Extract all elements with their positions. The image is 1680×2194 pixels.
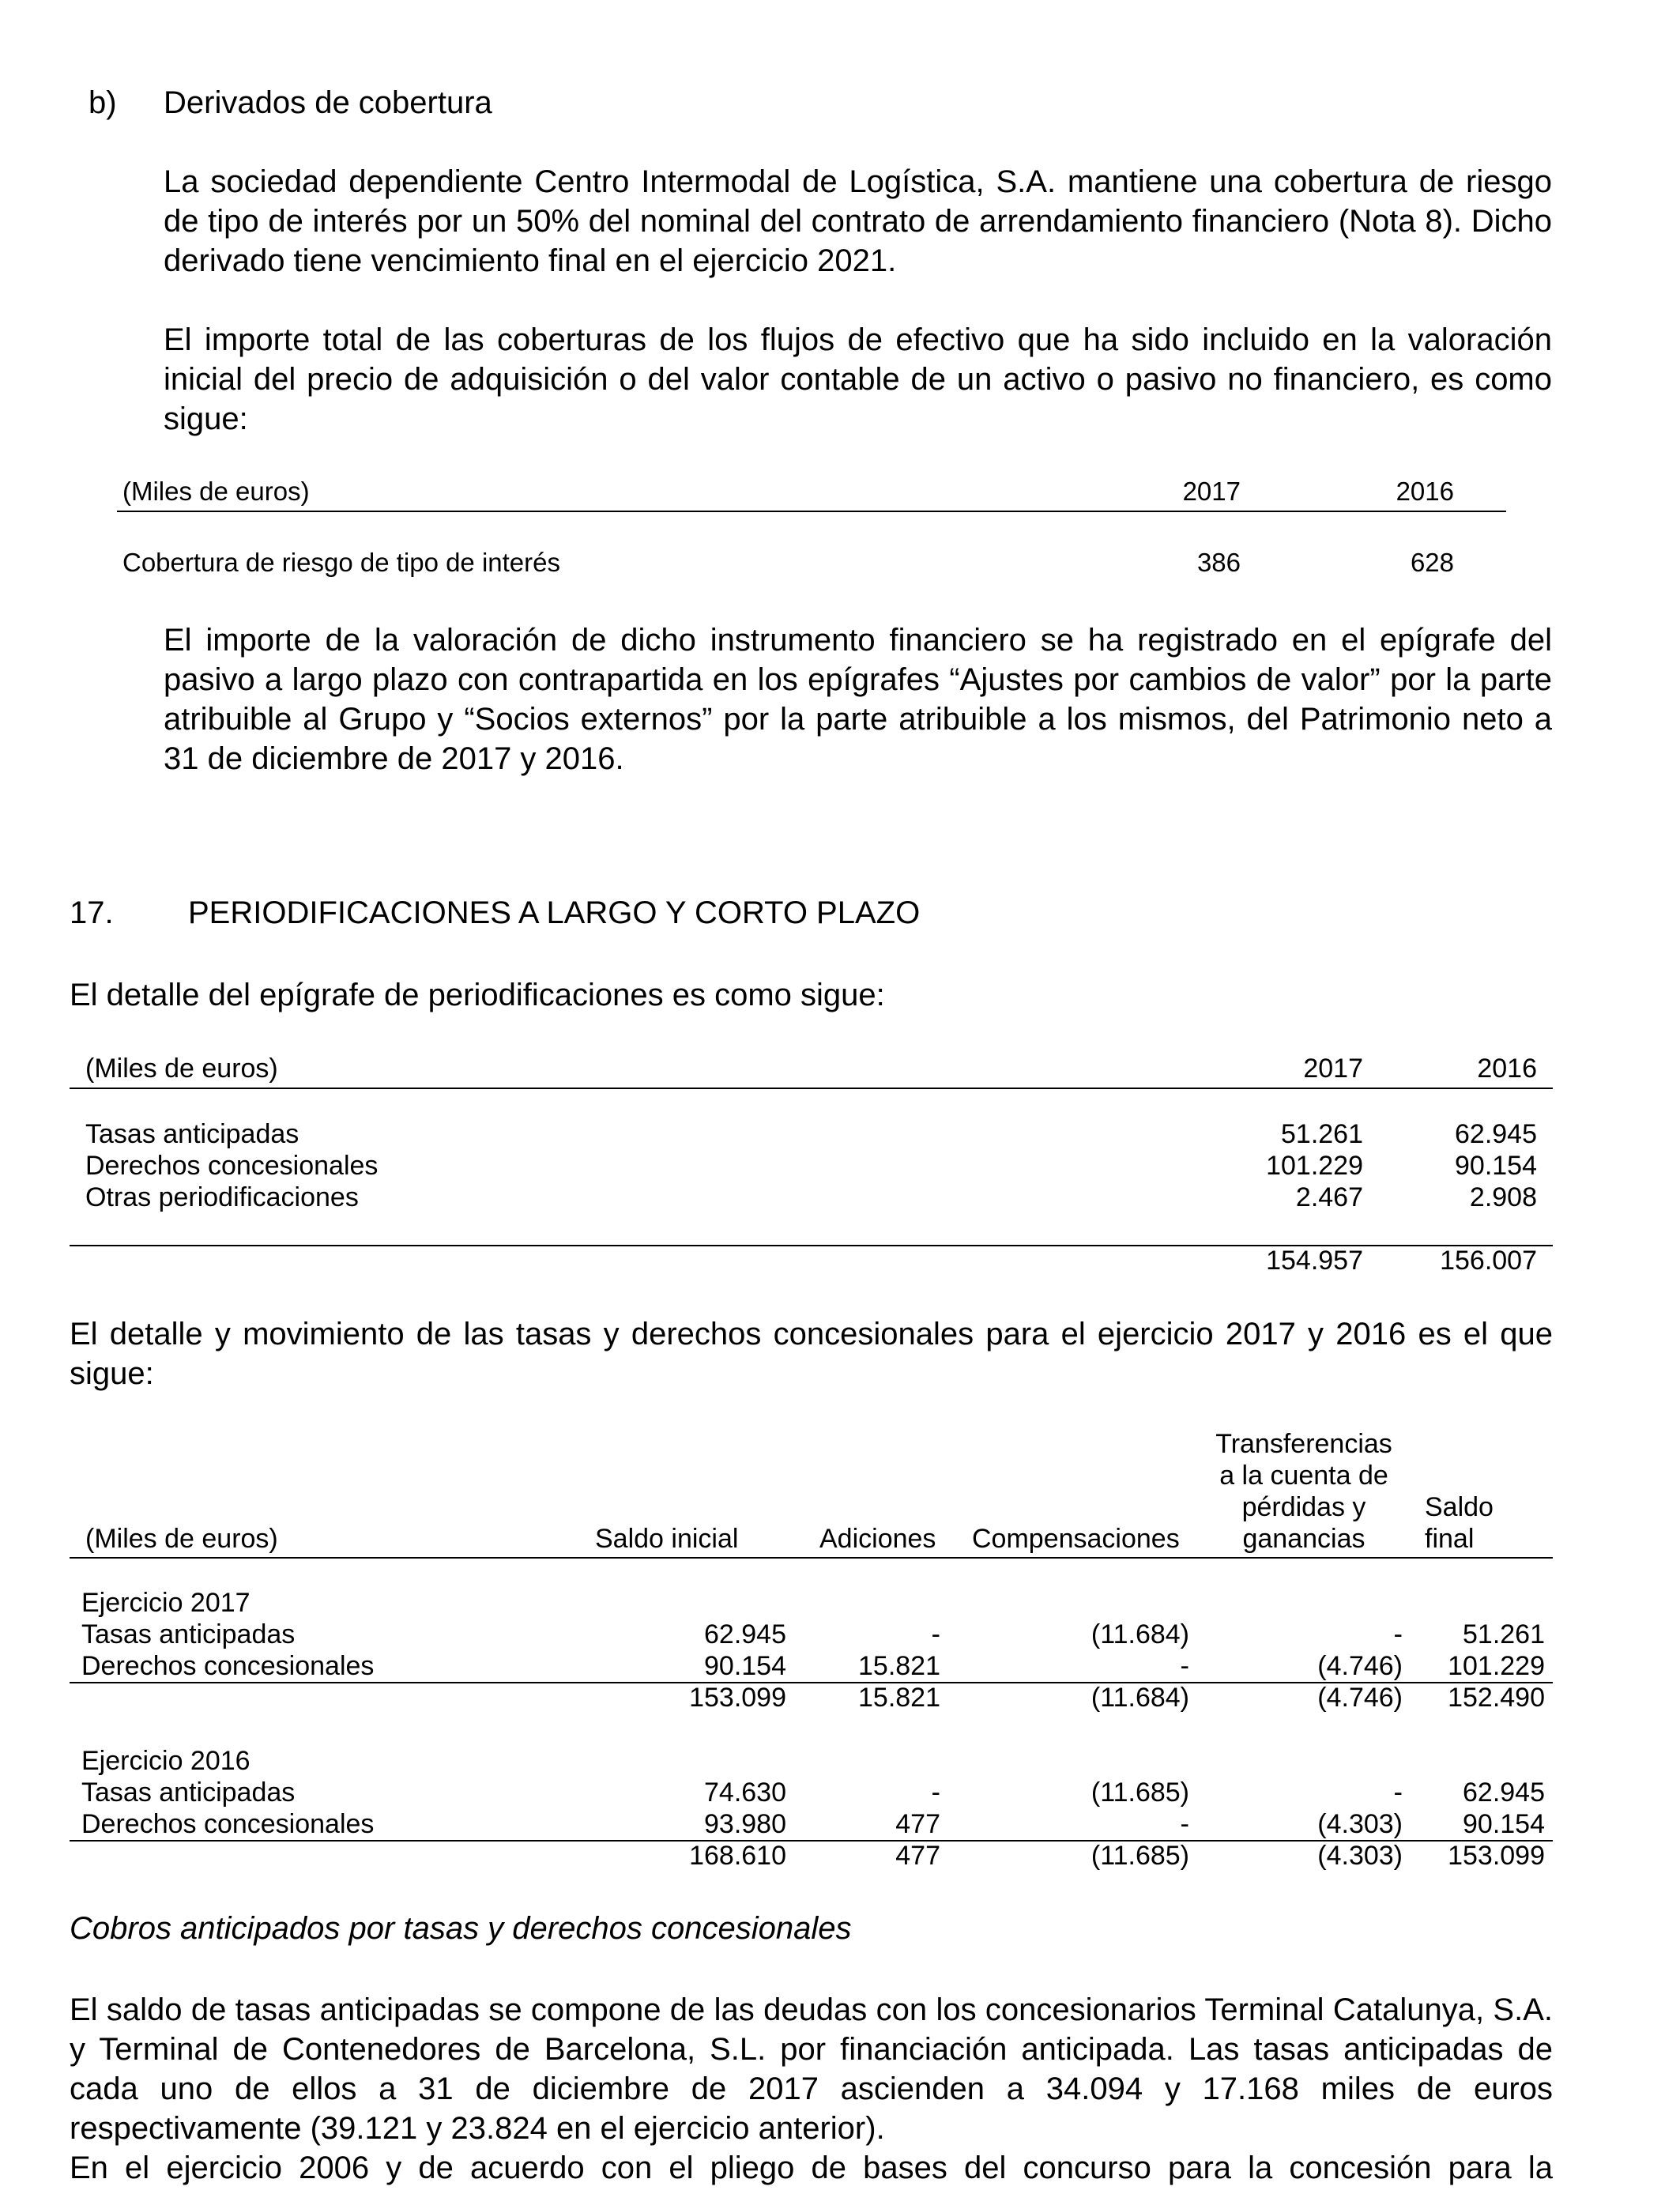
table1-row-label: Tasas anticipadas: [85, 1119, 299, 1149]
section-b-label: b): [89, 85, 117, 120]
table2-cell-adiciones: -: [931, 1777, 940, 1808]
table1-col-2017: 2017: [1303, 1054, 1363, 1084]
table2-header-saldo-inicial: Saldo inicial: [595, 1524, 739, 1554]
table1-row-value-2016: 62.945: [1455, 1119, 1537, 1149]
table2-row-label: Tasas anticipadas: [81, 1777, 296, 1808]
table2-header-adiciones: Adiciones: [819, 1524, 936, 1554]
table1-row-value-2016: 2.908: [1469, 1182, 1537, 1212]
table2-cell-adiciones: -: [931, 1619, 940, 1649]
table1-row-value-2016: 90.154: [1455, 1151, 1537, 1181]
table1-row-value-2017: 2.467: [1295, 1182, 1363, 1212]
table2-cell-compensaciones: (11.684): [1090, 1619, 1189, 1649]
paragraph-ejercicio-2006: En el ejercicio 2006 y de acuerdo con el pliego de bases del concurso para la concesión para la: [70, 2151, 1553, 2185]
table2-cell-compensaciones: (11.685): [1090, 1777, 1189, 1808]
movimiento-intro: El detalle y movimiento de las tasas y derechos concesionales para el ejercicio 2017 y 2016 es el que sigue:: [70, 1317, 1553, 1391]
table2-total-transferencias: (4.303): [1317, 1841, 1403, 1871]
table2-header-rule: [70, 1557, 1553, 1559]
table2-cell-transferencias: -: [1393, 1619, 1403, 1649]
periodificaciones-intro: El detalle del epígrafe de periodificaciones es como sigue:: [70, 978, 885, 1012]
table2-total-compensaciones: (11.684): [1090, 1683, 1189, 1713]
hedge-table-row-2016: 628: [1410, 548, 1454, 577]
table2-total-adiciones: 477: [895, 1841, 940, 1871]
hedge-table-header-label: (Miles de euros): [122, 477, 310, 506]
paragraph-importe-total: El importe total de las coberturas de los flujos de efectivo que ha sido incluido en la valoración inicial del precio de adquisición o del valor contable de un activo o pasivo no financiero, es como sigue:: [164, 322, 1552, 436]
table2-total-saldo-final: 153.099: [1448, 1841, 1545, 1871]
table2-cell-adiciones: 477: [895, 1809, 940, 1839]
table2-cell-transferencias: (4.303): [1317, 1809, 1403, 1839]
paragraph-valoracion: El importe de la valoración de dicho instrumento financiero se ha registrado en el epígrafe del pasivo a largo plazo con contrapartida en los epígrafes “Ajustes por cambios de valor” por la parte atribuible al Grupo y “Socios externos” por la parte atribuible a los mismos, del Patrimonio neto a 31 de diciembre de 2017 y 2016.: [164, 623, 1552, 776]
table2-row-label: Derechos concesionales: [81, 1809, 375, 1839]
table1-row-label: Derechos concesionales: [85, 1151, 379, 1181]
hedge-table-header-rule: [117, 511, 1506, 512]
table2-cell-saldo-final: 62.945: [1463, 1777, 1545, 1808]
table1-total-2017: 154.957: [1266, 1246, 1363, 1276]
table2-cell-saldo-inicial: 62.945: [704, 1619, 786, 1649]
table1-row-value-2017: 51.261: [1281, 1119, 1363, 1149]
table1-row-label: Otras periodificaciones: [85, 1182, 359, 1212]
table2-header-transferencias: Transferencias a la cuenta de pérdidas y ganancias: [1215, 1429, 1392, 1554]
paragraph-saldo-tasas: El saldo de tasas anticipadas se compone de las deudas con los concesionarios Terminal Catalunya, S.A. y Terminal de Contenedores de Barcelona, S.L. por financiación anticipada. Las tasas anticipadas de cada uno de ellos a 31 de diciembre de 2017 ascienden a 34.094 y 17.168 miles de euros respectivamente (39.121 y 23.824 en el ejercicio anterior).: [70, 1992, 1553, 2146]
table1-row-value-2017: 101.229: [1266, 1151, 1363, 1181]
table2-total-saldo-inicial: 153.099: [689, 1683, 786, 1713]
table2-cell-saldo-inicial: 90.154: [704, 1651, 786, 1681]
section-17-title: PERIODIFICACIONES A LARGO Y CORTO PLAZO: [188, 895, 921, 930]
table2-total-saldo-inicial: 168.610: [689, 1841, 786, 1871]
table2-header-saldo-final: Saldo final: [1425, 1492, 1494, 1554]
table2-cell-transferencias: (4.746): [1317, 1651, 1403, 1681]
table2-header-compensaciones: Compensaciones: [972, 1524, 1180, 1554]
table2-group-title: Ejercicio 2016: [81, 1746, 250, 1776]
hedge-table-col-2017: 2017: [1182, 477, 1241, 506]
paragraph-cobertura: La sociedad dependiente Centro Intermodal de Logística, S.A. mantiene una cobertura de riesgo de tipo de interés por un 50% del nominal del contrato de arrendamiento financiero (Nota 8). Dicho derivado tiene vencimiento final en el ejercicio 2021.: [164, 164, 1552, 278]
hedge-table-col-2016: 2016: [1396, 477, 1454, 506]
table2-cell-saldo-final: 101.229: [1448, 1651, 1545, 1681]
table2-total-adiciones: 15.821: [858, 1683, 940, 1713]
table2-cell-saldo-inicial: 74.630: [704, 1777, 786, 1808]
table1-col-2016: 2016: [1477, 1054, 1537, 1084]
table2-total-saldo-final: 152.490: [1448, 1683, 1545, 1713]
table1-header-label: (Miles de euros): [85, 1054, 278, 1084]
table1-total-2016: 156.007: [1440, 1246, 1537, 1276]
table2-cell-adiciones: 15.821: [858, 1651, 940, 1681]
table2-header-label: (Miles de euros): [85, 1524, 278, 1554]
hedge-table-row-2017: 386: [1196, 548, 1241, 577]
table2-cell-saldo-final: 90.154: [1463, 1809, 1545, 1839]
cobros-anticipados-heading: Cobros anticipados por tasas y derechos concesionales: [70, 1911, 852, 1946]
table2-group-title: Ejercicio 2017: [81, 1588, 250, 1618]
section-b-title: Derivados de cobertura: [164, 85, 492, 120]
table2-cell-compensaciones: -: [1180, 1651, 1189, 1681]
section-17-number: 17.: [70, 895, 114, 930]
table2-total-transferencias: (4.746): [1317, 1683, 1403, 1713]
table2-row-label: Derechos concesionales: [81, 1651, 375, 1681]
table2-cell-saldo-final: 51.261: [1463, 1619, 1545, 1649]
table2-cell-saldo-inicial: 93.980: [704, 1809, 786, 1839]
table2-total-compensaciones: (11.685): [1090, 1841, 1189, 1871]
table1-header-rule: [70, 1088, 1553, 1089]
hedge-table-row-label: Cobertura de riesgo de tipo de interés: [122, 548, 561, 577]
table2-row-label: Tasas anticipadas: [81, 1619, 296, 1649]
table2-cell-transferencias: -: [1393, 1777, 1403, 1808]
table2-cell-compensaciones: -: [1180, 1809, 1189, 1839]
